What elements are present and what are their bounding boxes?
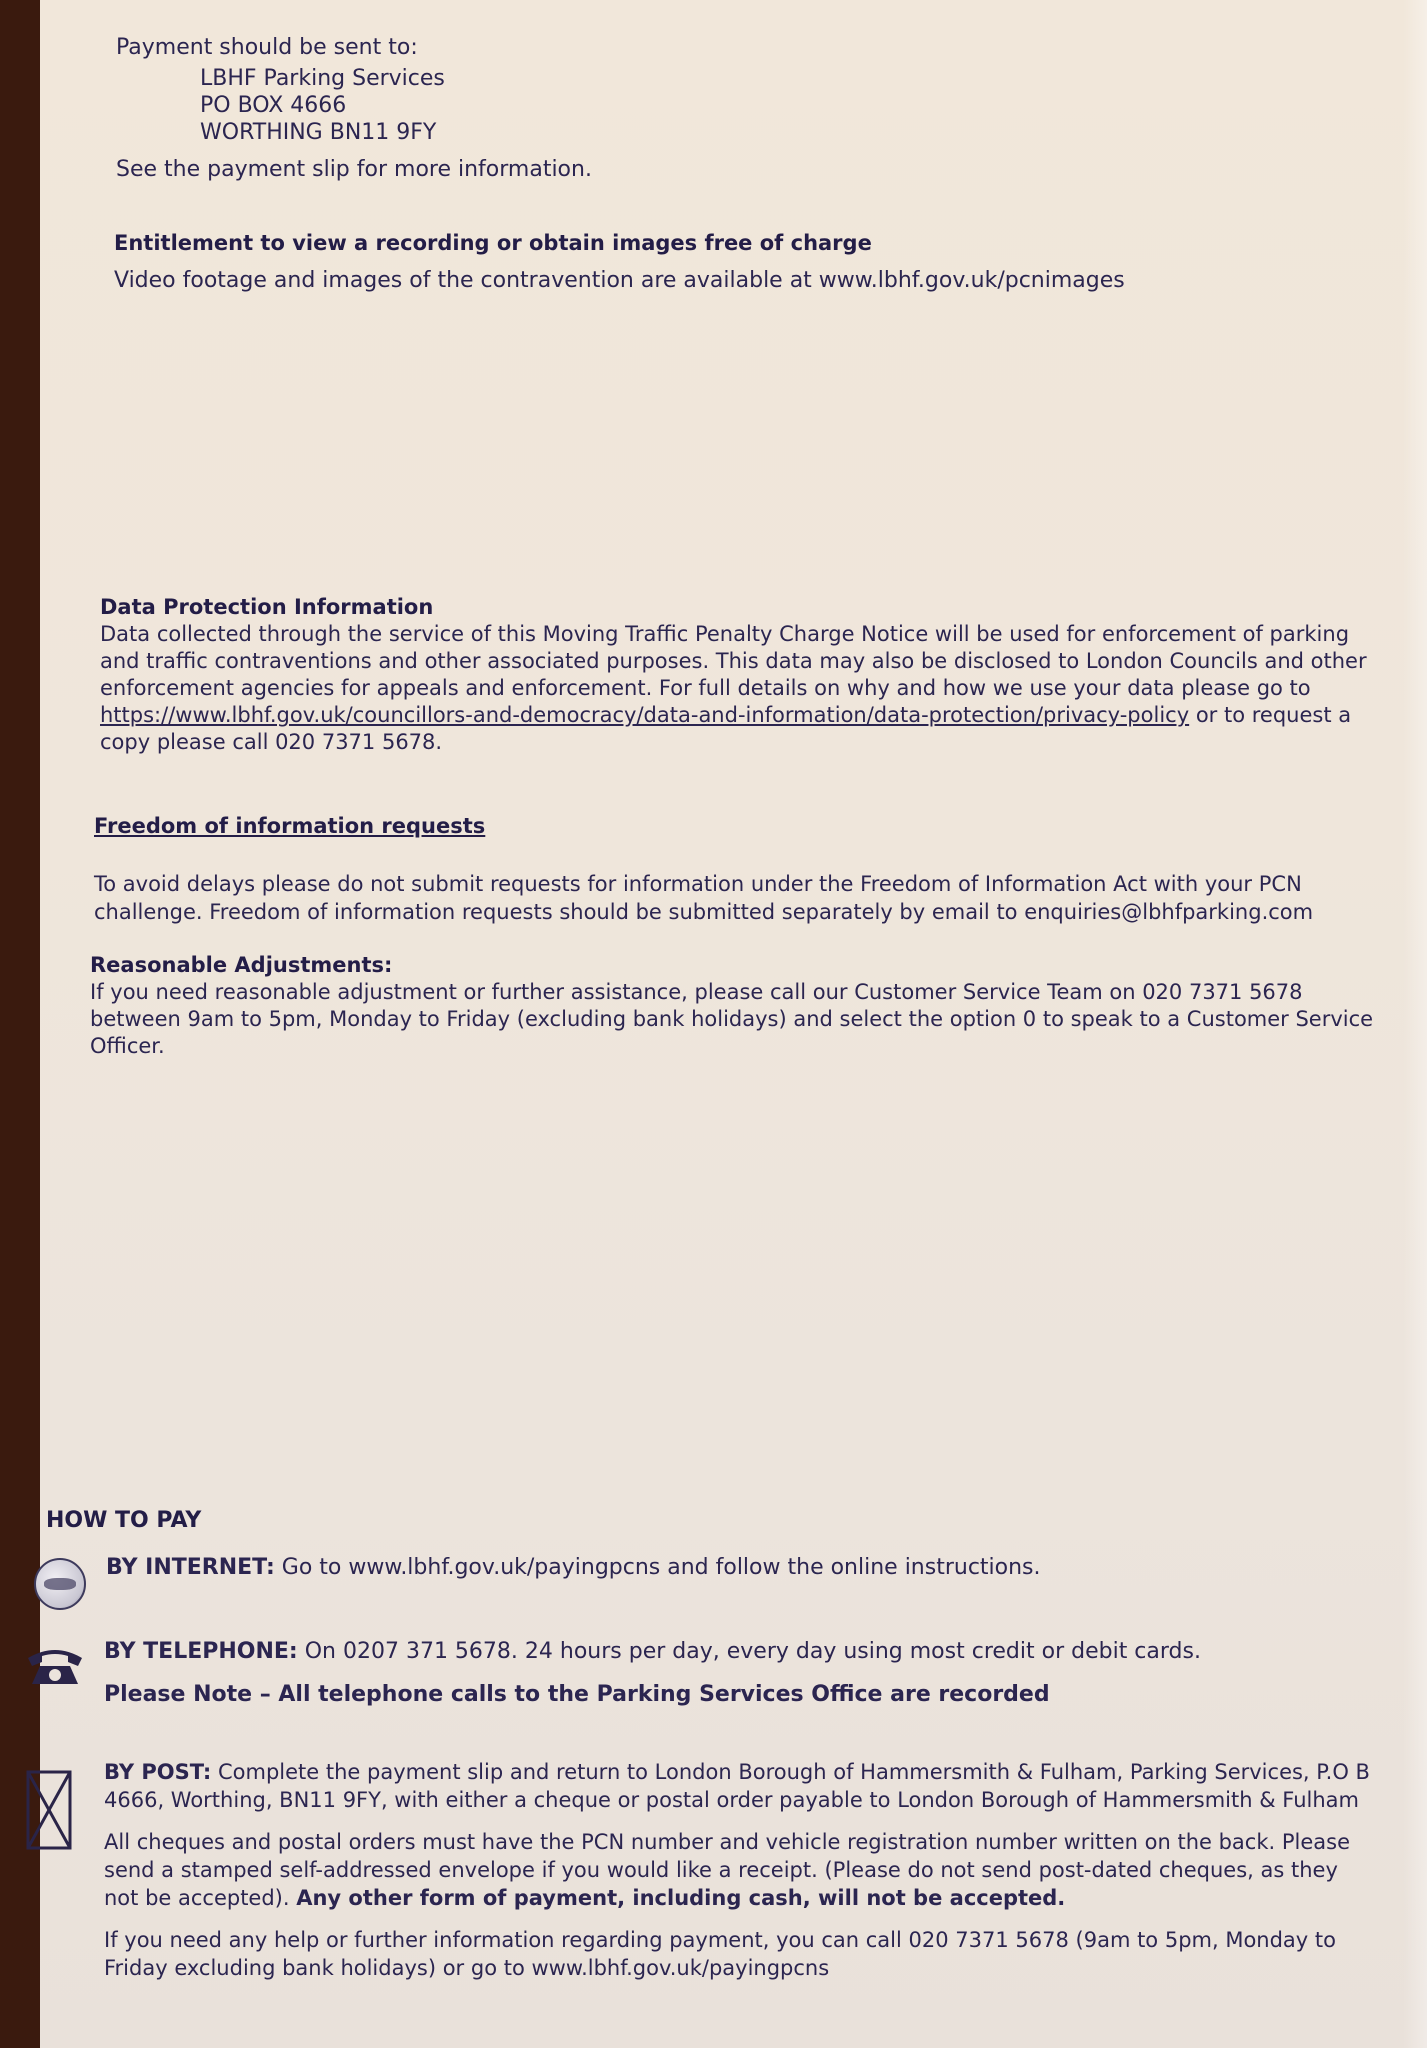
post-para2-line-2: send a stamped self-addressed envelope if you would like a receipt. (Please do not send post-dated cheques, as they <box>104 1858 1338 1882</box>
pay-by-post <box>104 1758 1427 1982</box>
entitlement-section <box>114 230 1214 294</box>
pay-by-internet <box>106 1554 1406 1581</box>
address-line-3: WORTHING BN11 9FY <box>200 120 437 145</box>
reasonable-adjustments-line-2: between 9am to 5pm, Monday to Friday (excluding bank holidays) and select the option 0 to speak to a Customer Service <box>90 1007 1374 1031</box>
foi-section <box>94 812 1394 926</box>
pay-by-telephone <box>104 1638 1414 1708</box>
how-to-pay-heading-wrap <box>46 1508 201 1533</box>
entitlement-heading: Entitlement to view a recording or obtain images free of charge <box>114 231 872 255</box>
data-protection-line-1: Data collected through the service of this Moving Traffic Penalty Charge Notice will be used for enforcement of parking <box>100 622 1350 646</box>
post-para3-line-2: Friday excluding bank holidays) or go to www.lbhf.gov.uk/payingpcns <box>104 1956 830 1980</box>
post-cash-not-accepted: Any other form of payment, including cash, will not be accepted. <box>296 1886 1066 1910</box>
data-protection-heading: Data Protection Information <box>100 595 434 619</box>
telephone-recorded-note: Please Note – All telephone calls to the Parking Services Office are recorded <box>104 1682 1050 1707</box>
payment-address-block <box>116 34 716 183</box>
foi-line-2: challenge. Freedom of information requests should be submitted separately by email to enquiries@lbhfparking.com <box>94 900 1314 924</box>
address-line-2: PO BOX 4666 <box>200 93 347 118</box>
post-para2-line-1: All cheques and postal orders must have the PCN number and vehicle registration number written on the back. Please <box>104 1830 1351 1854</box>
internet-label: BY INTERNET: <box>106 1555 275 1580</box>
data-protection-line-4-suffix: or to request a <box>1189 703 1352 727</box>
post-line-1: Complete the payment slip and return to London Borough of Hammersmith & Fulham, Parking Services, P.O B <box>211 1760 1370 1784</box>
payment-slip-note: See the payment slip for more information. <box>116 157 592 182</box>
reasonable-adjustments-line-1: If you need reasonable adjustment or further assistance, please call our Customer Service Team on 020 7371 5678 <box>90 980 1303 1004</box>
post-line-2: 4666, Worthing, BN11 9FY, with either a cheque or postal order payable to London Borough of Hammersmith & Fulham <box>104 1788 1359 1812</box>
reasonable-adjustments-section <box>90 952 1410 1060</box>
telephone-text: On 0207 371 5678. 24 hours per day, every day using most credit or debit cards. <box>297 1639 1201 1664</box>
entitlement-text: Video footage and images of the contravention are available at www.lbhf.gov.uk/pcnimages <box>114 268 1125 293</box>
foi-line-1: To avoid delays please do not submit requests for information under the Freedom of Information Act with your PCN <box>94 872 1302 896</box>
payment-intro: Payment should be sent to: <box>116 35 418 60</box>
address-line-1: LBHF Parking Services <box>200 66 445 91</box>
data-protection-line-5: copy please call 020 7371 5678. <box>100 730 443 754</box>
internet-text: Go to www.lbhf.gov.uk/payingpcns and follow the online instructions. <box>274 1555 1041 1580</box>
data-protection-section <box>100 594 1390 756</box>
post-label: BY POST: <box>104 1760 212 1784</box>
privacy-policy-link[interactable]: https://www.lbhf.gov.uk/councillors-and-democracy/data-and-information/data-protection/privacy-policy <box>100 703 1190 727</box>
globe-icon <box>34 1558 86 1610</box>
post-para2-line-3: not be accepted). <box>104 1886 297 1910</box>
reasonable-adjustments-line-3: Officer. <box>90 1034 165 1058</box>
data-protection-line-4 <box>100 702 1390 729</box>
envelope-icon <box>26 1770 72 1850</box>
foi-heading: Freedom of information requests <box>94 814 486 838</box>
telephone-label: BY TELEPHONE: <box>104 1639 298 1664</box>
data-protection-line-3: enforcement agencies for appeals and enforcement. For full details on why and how we use your data please go to <box>100 676 1311 700</box>
data-protection-line-2: and traffic contraventions and other associated purposes. This data may also be disclosed to London Councils and other <box>100 649 1367 673</box>
telephone-icon <box>24 1644 86 1688</box>
how-to-pay-heading: HOW TO PAY <box>46 1508 202 1533</box>
post-para3-line-1: If you need any help or further information regarding payment, you can call 020 7371 5678 (9am to 5pm, Monday to <box>104 1928 1336 1952</box>
reasonable-adjustments-heading: Reasonable Adjustments: <box>90 953 393 977</box>
